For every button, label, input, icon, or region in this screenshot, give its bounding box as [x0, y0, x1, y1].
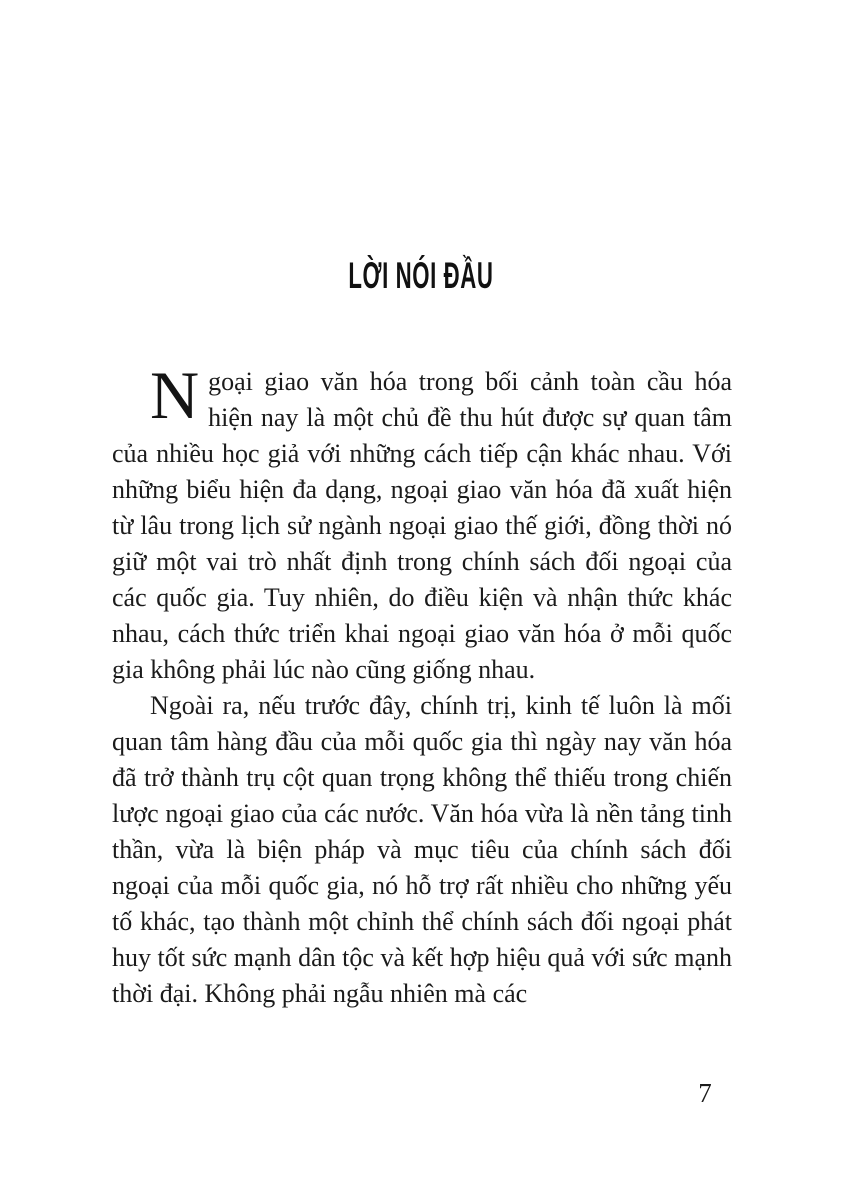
paragraph	[112, 688, 732, 1012]
page-title-text: LỜI NÓI ĐẦU	[347, 255, 494, 296]
body-text	[112, 357, 732, 1012]
paragraph-text: Ngoài ra, nếu trước đây, chính trị, kinh tế luôn là mối quan tâm hàng đầu của mỗi quốc gia thì ngày nay văn hóa đã trở thành trụ cột quan trọng không thể thiếu trong chiến lược ngoại giao của các nước. Văn hóa vừa là nền tảng tinh thần, vừa là biện pháp và mục tiêu của chính sách đối ngoại của mỗi quốc gia, nó hỗ trợ rất nhiều cho những yếu tố khác, tạo thành một chỉnh thể chính sách đối ngoại phát huy tốt sức mạnh dân tộc và kết hợp hiệu quả với sức mạnh thời đại. Không phải ngẫu nhiên mà các	[112, 691, 732, 1008]
paragraph	[112, 357, 732, 688]
page-title	[0, 256, 841, 296]
dropcap-letter: N	[150, 357, 200, 433]
page-number: 7	[698, 1078, 712, 1108]
paragraph-text: goại giao văn hóa trong bối cảnh toàn cầu hóa hiện nay là một chủ đề thu hút được sự quan tâm của nhiều học giả với những cách tiếp cận khác nhau. Với những biểu hiện đa dạng, ngoại giao văn hóa đã xuất hiện từ lâu trong lịch sử ngành ngoại giao thế giới, đồng thời nó giữ một vai trò nhất định trong chính sách đối ngoại của các quốc gia. Tuy nhiên, do điều kiện và nhận thức khác nhau, cách thức triển khai ngoại giao văn hóa ở mỗi quốc gia không phải lúc nào cũng giống nhau.	[112, 367, 732, 684]
